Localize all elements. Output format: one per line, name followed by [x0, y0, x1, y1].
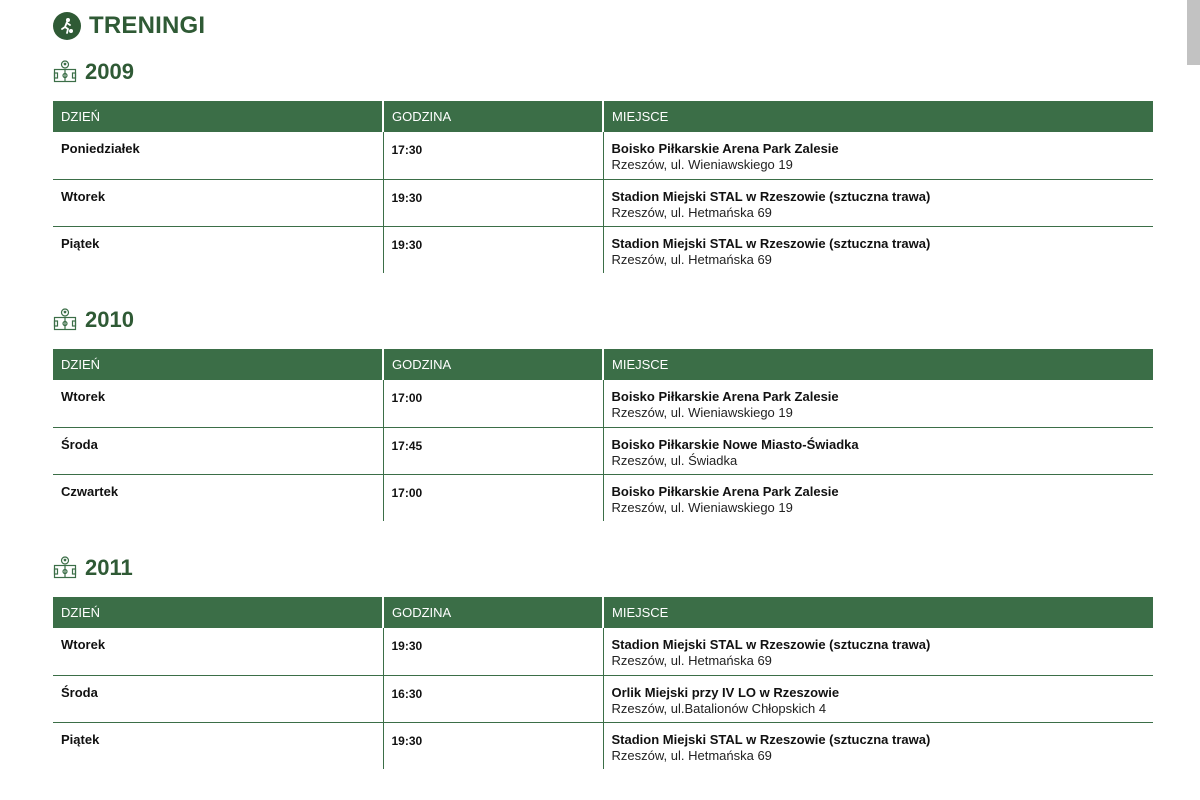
day-cell: Piątek — [53, 226, 383, 273]
schedule-section-2010 — [53, 305, 1153, 521]
time-cell: 19:30 — [383, 628, 603, 675]
year-heading — [53, 553, 1153, 583]
page-header — [53, 11, 205, 41]
time-cell: 17:00 — [383, 474, 603, 521]
day-cell: Wtorek — [53, 179, 383, 226]
table-row — [53, 628, 1153, 675]
table-row — [53, 722, 1153, 769]
scrollbar-thumb[interactable] — [1187, 0, 1200, 65]
column-header-time: GODZINA — [383, 101, 603, 132]
day-cell: Środa — [53, 675, 383, 722]
day-cell: Piątek — [53, 722, 383, 769]
schedule-table — [53, 101, 1153, 273]
place-name: Orlik Miejski przy IV LO w Rzeszowie — [611, 684, 840, 700]
column-header-place: MIEJSCE — [603, 349, 1153, 380]
table-row — [53, 474, 1153, 521]
table-header-row — [53, 597, 1153, 628]
schedule-table — [53, 597, 1153, 769]
schedule-table — [53, 349, 1153, 521]
place-cell — [603, 675, 1153, 722]
place-name: Boisko Piłkarskie Arena Park Zalesie — [611, 483, 839, 499]
table-header-row — [53, 101, 1153, 132]
year-label: 2011 — [85, 555, 133, 580]
column-header-day: DZIEŃ — [53, 349, 383, 380]
table-row — [53, 226, 1153, 273]
column-header-place: MIEJSCE — [603, 597, 1153, 628]
page-title: TRENINGI — [89, 12, 206, 39]
time-cell: 19:30 — [383, 226, 603, 273]
place-cell — [603, 427, 1153, 474]
column-header-day: DZIEŃ — [53, 597, 383, 628]
schedule-section-2011 — [53, 553, 1153, 769]
year-heading — [53, 305, 1153, 335]
day-cell: Wtorek — [61, 637, 106, 652]
column-header-day: DZIEŃ — [53, 101, 383, 132]
place-name: Boisko Piłkarskie Nowe Miasto-Świadka — [611, 436, 859, 452]
place-cell — [603, 628, 1153, 675]
table-row — [53, 380, 1153, 427]
table-row — [53, 675, 1153, 722]
year-heading — [53, 57, 1153, 87]
place-address: Rzeszów, ul. Wieniawskiego 19 — [611, 499, 793, 515]
place-name: Boisko Piłkarskie Arena Park Zalesie — [611, 389, 839, 404]
table-row — [53, 427, 1153, 474]
place-cell — [603, 722, 1153, 769]
place-cell — [603, 179, 1153, 226]
day-cell: Poniedziałek — [61, 141, 140, 156]
place-cell — [603, 132, 1153, 179]
time-cell: 17:30 — [383, 132, 603, 179]
place-address: Rzeszów, ul. Hetmańska 69 — [611, 251, 772, 267]
column-header-time: GODZINA — [383, 349, 603, 380]
year-label: 2009 — [85, 59, 134, 84]
time-cell: 16:30 — [383, 675, 603, 722]
place-name: Stadion Miejski STAL w Rzeszowie (sztuczna trawa) — [611, 731, 931, 747]
place-cell — [603, 380, 1153, 427]
place-cell — [603, 226, 1153, 273]
column-header-place: MIEJSCE — [603, 101, 1153, 132]
time-cell: 19:30 — [383, 722, 603, 769]
day-cell: Wtorek — [61, 389, 106, 404]
schedule-section-2009 — [53, 57, 1153, 273]
place-name: Stadion Miejski STAL w Rzeszowie (sztuczna trawa) — [611, 637, 931, 652]
table-row — [53, 132, 1153, 179]
time-cell: 17:00 — [383, 380, 603, 427]
place-address: Rzeszów, ul. Świadka — [611, 452, 738, 468]
year-label: 2010 — [85, 307, 134, 332]
table-row — [53, 179, 1153, 226]
time-cell: 19:30 — [383, 179, 603, 226]
place-address: Rzeszów, ul. Wieniawskiego 19 — [611, 157, 793, 172]
place-address: Rzeszów, ul. Hetmańska 69 — [611, 747, 772, 763]
table-header-row — [53, 349, 1153, 380]
day-cell: Czwartek — [53, 474, 383, 521]
place-name: Boisko Piłkarskie Arena Park Zalesie — [611, 141, 839, 156]
place-address: Rzeszów, ul. Hetmańska 69 — [611, 204, 772, 220]
column-header-time: GODZINA — [383, 597, 603, 628]
soccer-field-icon — [53, 308, 77, 332]
time-cell: 17:45 — [383, 427, 603, 474]
place-name: Stadion Miejski STAL w Rzeszowie (sztuczna trawa) — [611, 188, 931, 204]
soccer-player-icon — [53, 12, 81, 40]
place-address: Rzeszów, ul. Hetmańska 69 — [611, 653, 772, 668]
place-cell — [603, 474, 1153, 521]
day-cell: Środa — [53, 427, 383, 474]
place-name: Stadion Miejski STAL w Rzeszowie (sztuczna trawa) — [611, 235, 931, 251]
place-address: Rzeszów, ul. Wieniawskiego 19 — [611, 405, 793, 420]
place-address: Rzeszów, ul.Batalionów Chłopskich 4 — [611, 700, 827, 716]
soccer-field-icon — [53, 60, 77, 84]
soccer-field-icon — [53, 556, 77, 580]
